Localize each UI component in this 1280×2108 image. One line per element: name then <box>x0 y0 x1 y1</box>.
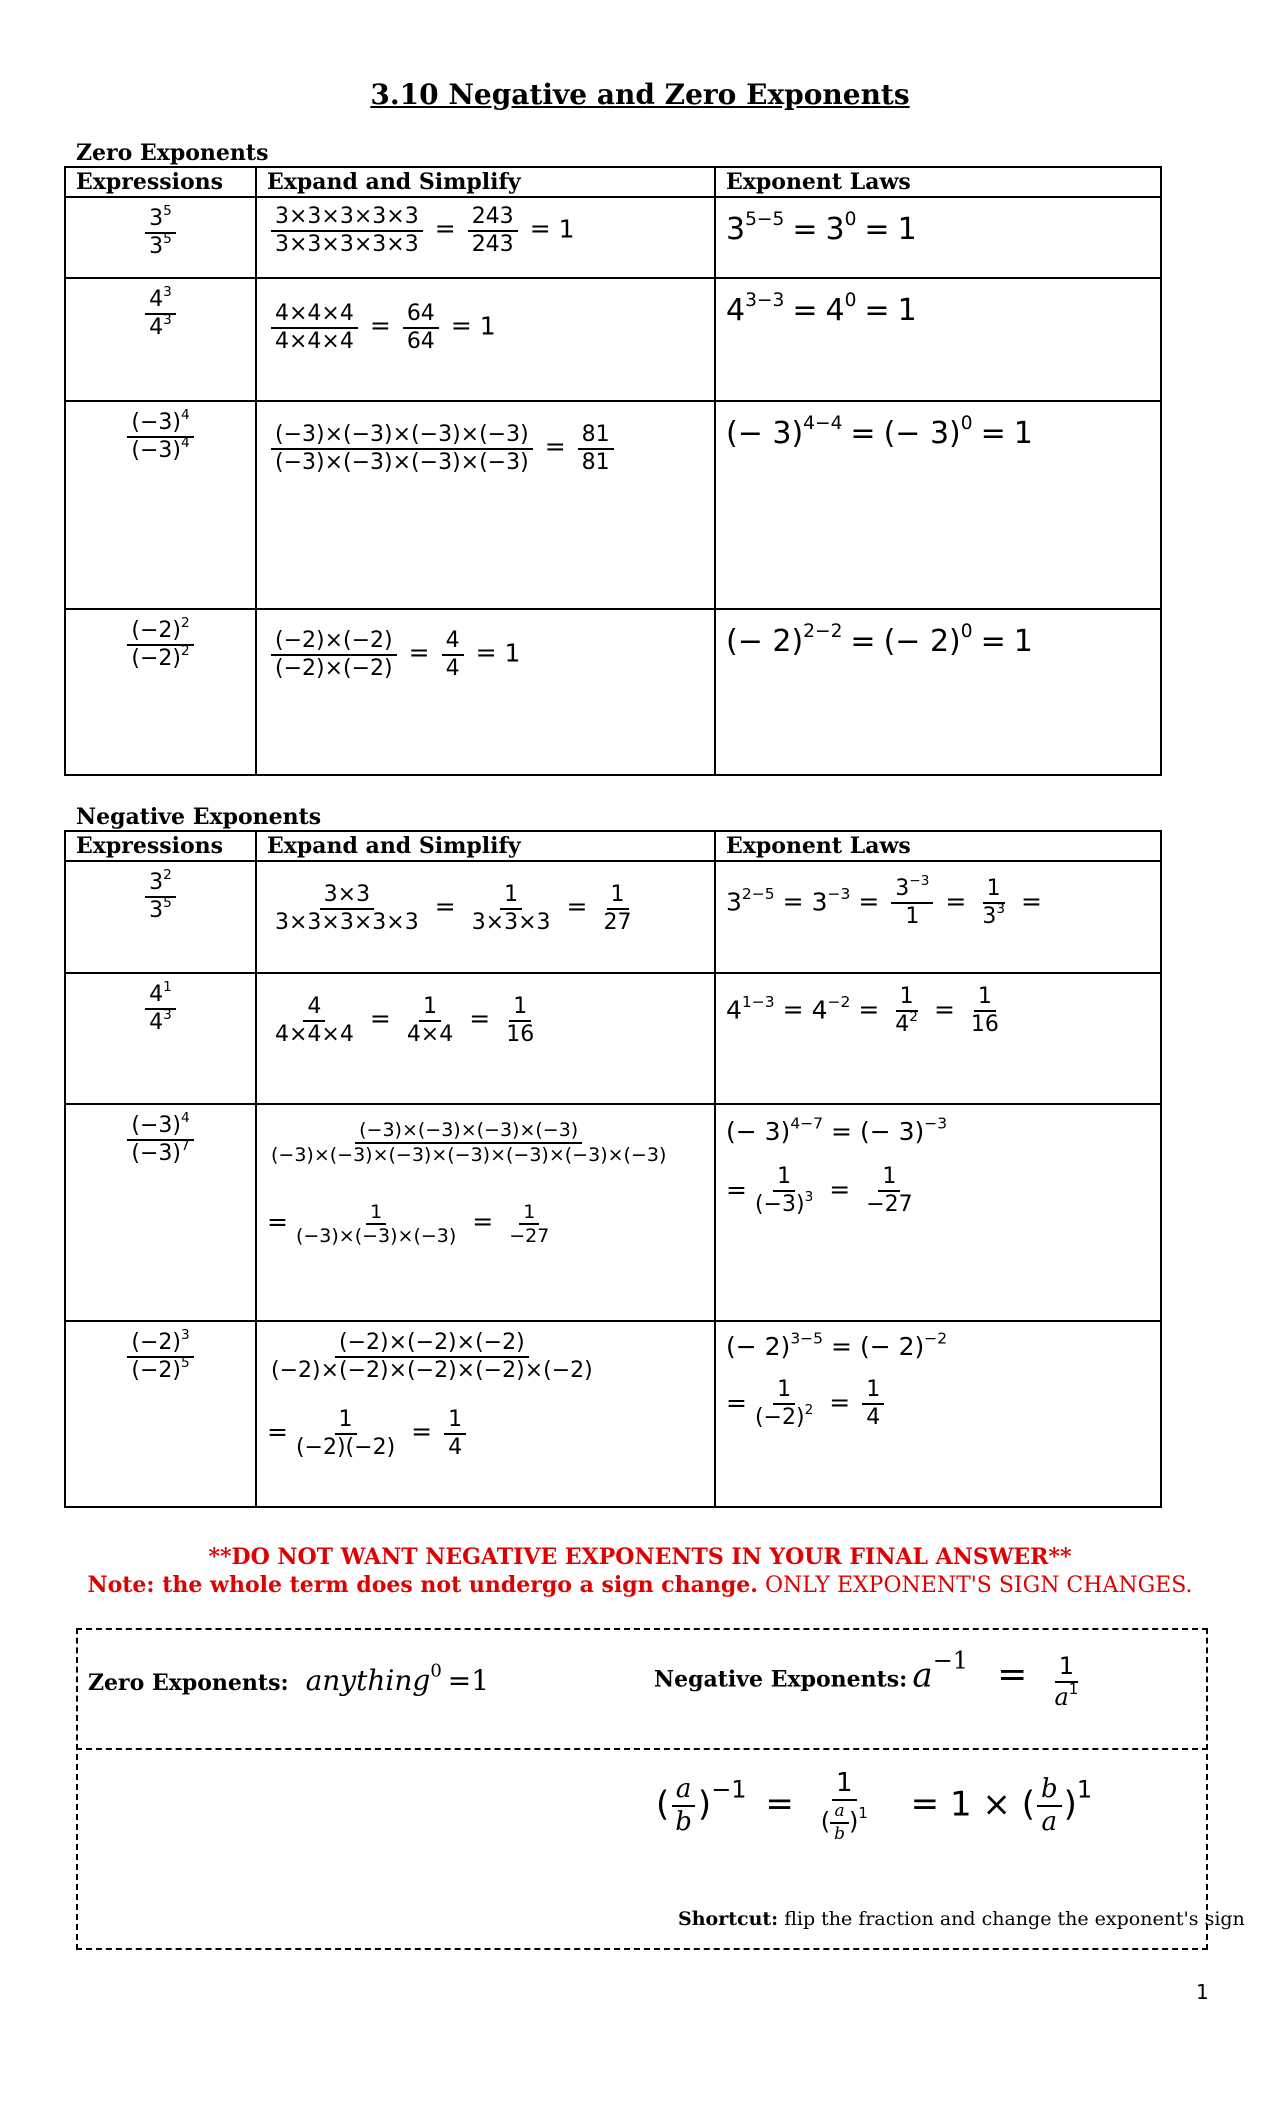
exponent-law: $3^{5-5} = 3^0 = 1$ <box>726 209 917 247</box>
negative-exponents-table <box>64 830 1162 1508</box>
header-expressions: Expressions <box>65 831 256 861</box>
table-row <box>65 609 1161 775</box>
header-expressions: Expressions <box>65 167 256 197</box>
warning-line-2: Note: the whole term does not undergo a sign change. ONLY EXPONENT'S SIGN CHANGES. <box>87 1572 1193 1598</box>
exponent-law: (− 2)$^{3-5}$ = (− 2)$^{-2}$ = $\frac{1}{(-2)^2}$ = $\frac{1}{4}$ <box>726 1329 948 1431</box>
table-row <box>65 401 1161 609</box>
zero-exponent-rule: Zero Exponents: anything$^0$ =1 <box>88 1660 490 1697</box>
expanded-form: $\frac{3\times 3\times 3\times 3\times 3}{3\times 3\times 3\times 3\times 3}$ = $\frac{243}{243}$ = 1 <box>257 198 714 265</box>
expression: $\frac{4^1}{4^3}$ <box>66 974 255 1037</box>
table-row <box>65 973 1161 1104</box>
expression: $\frac{4^3}{4^3}$ <box>66 279 255 342</box>
header-expand: Expand and Simplify <box>256 831 715 861</box>
warning-line-1: **DO NOT WANT NEGATIVE EXPONENTS IN YOUR FINAL ANSWER** <box>208 1544 1072 1570</box>
expression: $\frac{(-2)^2}{(-2)^2}$ <box>66 610 255 673</box>
header-laws: Exponent Laws <box>715 167 1161 197</box>
table-row <box>65 197 1161 278</box>
negative-exponent-rule: Negative Exponents: $a^{-1}$ = $\frac{1}{a^1}$ <box>654 1646 1079 1711</box>
exponent-law: (− 3)$^{4-4}$ = (− 3)$^0$ = 1 <box>726 413 1033 451</box>
header-laws: Exponent Laws <box>715 831 1161 861</box>
expression: $\frac{(-3)^4}{(-3)^4}$ <box>66 402 255 465</box>
negative-exponents-label: Negative Exponents <box>76 804 322 830</box>
exponent-law: $4^{1-3} = 4^{-2}$ = $\frac{1}{4^2}$ = $\frac{1}{16}$ <box>726 984 999 1038</box>
table-header-row <box>65 167 1161 197</box>
page-number: 1 <box>1196 1980 1209 2004</box>
expanded-form: $\frac{3\times 3}{3\times 3\times 3\times 3\times 3}$ = $\frac{1}{3\times 3\times 3}$ = $\frac{1}{27}$ <box>275 882 632 936</box>
table-row <box>65 278 1161 401</box>
expanded-form: $\frac{(-2)\times(-2)}{(-2)\times(-2)}$ = $\frac{4}{4}$ = 1 <box>257 610 714 689</box>
expanded-form: $\frac{4\times 4\times 4}{4\times 4\times 4}$ = $\frac{64}{64}$ = 1 <box>257 279 714 362</box>
expanded-form: $\frac{(-3)\times(-3)\times(-3)\times(-3)}{(-3)\times(-3)\times(-3)\times(-3)\times(-3)\times(-3)\times(-3)}$ = $\frac{1}{(-3)\times(-3)\times(-3)}$ = $\frac{1}{-27}$ <box>267 1119 667 1248</box>
table-header-row <box>65 831 1161 861</box>
exponent-law: $4^{3-3} = 4^0 = 1$ <box>726 290 917 328</box>
table-row <box>65 1321 1161 1507</box>
shortcut-note: Shortcut: flip the fraction and change the exponent's sign <box>678 1908 1245 1930</box>
expression: $\frac{(-2)^3}{(-2)^5}$ <box>66 1322 255 1385</box>
page-title: 3.10 Negative and Zero Exponents <box>370 78 910 111</box>
table-row <box>65 1104 1161 1321</box>
expanded-form: $\frac{(-2)\times(-2)\times(-2)}{(-2)\times(-2)\times(-2)\times(-2)\times(-2)}$ = $\frac{1}{(-2)(-2)}$ = $\frac{1}{4}$ <box>267 1330 593 1461</box>
expression: $\frac{3^2}{3^5}$ <box>66 862 255 925</box>
exponent-law: (− 2)$^{2-2}$ = (− 2)$^0$ = 1 <box>726 621 1033 659</box>
fraction-negative-exponent-rule: ( $\frac{a}{b}$ )$^{-1}$ = 1 ( $\frac{a}{b}$ )$^1$ = 1 × ( $\frac{b}{a}$ )$^1$ <box>656 1768 1093 1844</box>
exponent-law: $3^{2-5} = 3^{-3}$ = $\frac{3^{-3}}{1}$ = $\frac{1}{3^3}$ = <box>726 872 1042 930</box>
table-row <box>65 861 1161 973</box>
header-expand: Expand and Simplify <box>256 167 715 197</box>
zero-exponents-table <box>64 166 1162 776</box>
expanded-form: $\frac{4}{4\times 4\times 4}$ = $\frac{1}{4\times 4}$ = $\frac{1}{16}$ <box>275 994 535 1048</box>
expanded-form: $\frac{(-3)\times(-3)\times(-3)\times(-3)}{(-3)\times(-3)\times(-3)\times(-3)}$ = $\frac{81}{81}$ <box>257 402 714 483</box>
exponent-law: (− 3)$^{4-7}$ = (− 3)$^{-3}$ = $\frac{1}{(-3)^3}$ = $\frac{1}{-27}$ <box>726 1114 948 1218</box>
zero-exponents-label: Zero Exponents <box>76 140 269 166</box>
expression: $\frac{3^5}{3^5}$ <box>66 198 255 261</box>
summary-box-top <box>76 1628 1208 1750</box>
expression: $\frac{(-3)^4}{(-3)^7}$ <box>66 1105 255 1168</box>
summary-box-bottom <box>76 1744 1245 1950</box>
